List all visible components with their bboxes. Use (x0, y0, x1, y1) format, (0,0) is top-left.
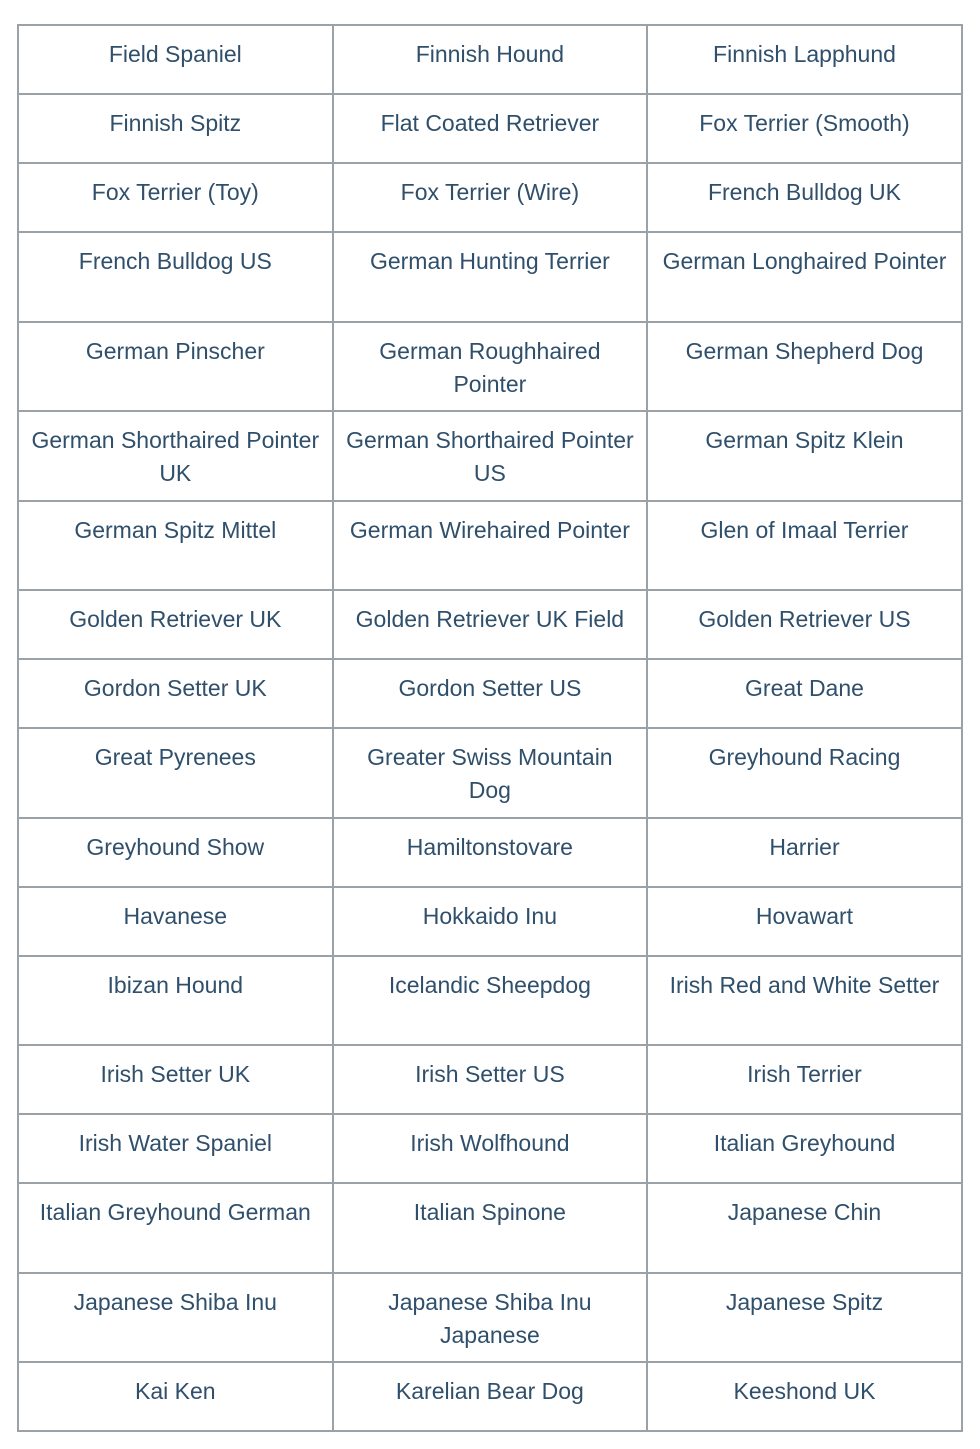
table-cell: Italian Spinone (333, 1183, 648, 1273)
table-cell: Hokkaido Inu (333, 887, 648, 956)
table-cell: German Shorthaired Pointer US (333, 411, 648, 501)
table-row (18, 956, 962, 1046)
table-row (18, 1045, 962, 1114)
table-cell: Harrier (647, 818, 962, 887)
table-cell: Fox Terrier (Toy) (18, 163, 333, 232)
table-row (18, 94, 962, 163)
table-cell: Irish Water Spaniel (18, 1114, 333, 1183)
table-row (18, 818, 962, 887)
table-cell: German Wirehaired Pointer (333, 501, 648, 591)
table-cell: Greyhound Racing (647, 728, 962, 818)
table-cell: German Longhaired Pointer (647, 232, 962, 322)
table-row (18, 1183, 962, 1273)
table-cell: Finnish Hound (333, 25, 648, 94)
table-cell: Keeshond UK (647, 1362, 962, 1431)
table-cell: French Bulldog US (18, 232, 333, 322)
table-cell: Italian Greyhound (647, 1114, 962, 1183)
table-cell: Irish Red and White Setter (647, 956, 962, 1046)
table-cell: Japanese Shiba Inu (18, 1273, 333, 1363)
table-cell: Karelian Bear Dog (333, 1362, 648, 1431)
table-cell: Finnish Spitz (18, 94, 333, 163)
table-row (18, 1362, 962, 1431)
table-row (18, 590, 962, 659)
table-cell: Golden Retriever US (647, 590, 962, 659)
table-cell: Great Pyrenees (18, 728, 333, 818)
table-cell: French Bulldog UK (647, 163, 962, 232)
table-cell: German Spitz Klein (647, 411, 962, 501)
table-cell: Fox Terrier (Wire) (333, 163, 648, 232)
table-cell: Golden Retriever UK (18, 590, 333, 659)
table-row (18, 1273, 962, 1363)
table-row (18, 232, 962, 322)
table-row (18, 322, 962, 412)
table-cell: Golden Retriever UK Field (333, 590, 648, 659)
table-cell: Havanese (18, 887, 333, 956)
table-cell: Irish Setter US (333, 1045, 648, 1114)
table-cell: Italian Greyhound German (18, 1183, 333, 1273)
table-cell: Ibizan Hound (18, 956, 333, 1046)
table-cell: German Shepherd Dog (647, 322, 962, 412)
table-cell: German Hunting Terrier (333, 232, 648, 322)
table-cell: German Pinscher (18, 322, 333, 412)
table-cell: Japanese Chin (647, 1183, 962, 1273)
table-cell: Fox Terrier (Smooth) (647, 94, 962, 163)
breed-table (17, 24, 963, 1432)
table-row (18, 501, 962, 591)
table-cell: German Roughhaired Pointer (333, 322, 648, 412)
table-row (18, 1114, 962, 1183)
table-cell: Hovawart (647, 887, 962, 956)
table-cell: Flat Coated Retriever (333, 94, 648, 163)
table-cell: Icelandic Sheepdog (333, 956, 648, 1046)
table-cell: Glen of Imaal Terrier (647, 501, 962, 591)
table-row (18, 728, 962, 818)
table-cell: Hamiltonstovare (333, 818, 648, 887)
table-row (18, 887, 962, 956)
table-row (18, 25, 962, 94)
table-cell: Japanese Shiba Inu Japanese (333, 1273, 648, 1363)
table-row (18, 411, 962, 501)
table-row (18, 659, 962, 728)
table-cell: Gordon Setter US (333, 659, 648, 728)
table-cell: Gordon Setter UK (18, 659, 333, 728)
table-cell: Irish Terrier (647, 1045, 962, 1114)
table-cell: Irish Setter UK (18, 1045, 333, 1114)
table-cell: Finnish Lapphund (647, 25, 962, 94)
table-cell: Great Dane (647, 659, 962, 728)
table-cell: Field Spaniel (18, 25, 333, 94)
table-cell: Greyhound Show (18, 818, 333, 887)
table-cell: German Spitz Mittel (18, 501, 333, 591)
table-row (18, 163, 962, 232)
table-cell: Greater Swiss Mountain Dog (333, 728, 648, 818)
table-cell: Japanese Spitz (647, 1273, 962, 1363)
table-cell: Irish Wolfhound (333, 1114, 648, 1183)
breed-table-body (18, 25, 962, 1431)
table-cell: German Shorthaired Pointer UK (18, 411, 333, 501)
table-cell: Kai Ken (18, 1362, 333, 1431)
